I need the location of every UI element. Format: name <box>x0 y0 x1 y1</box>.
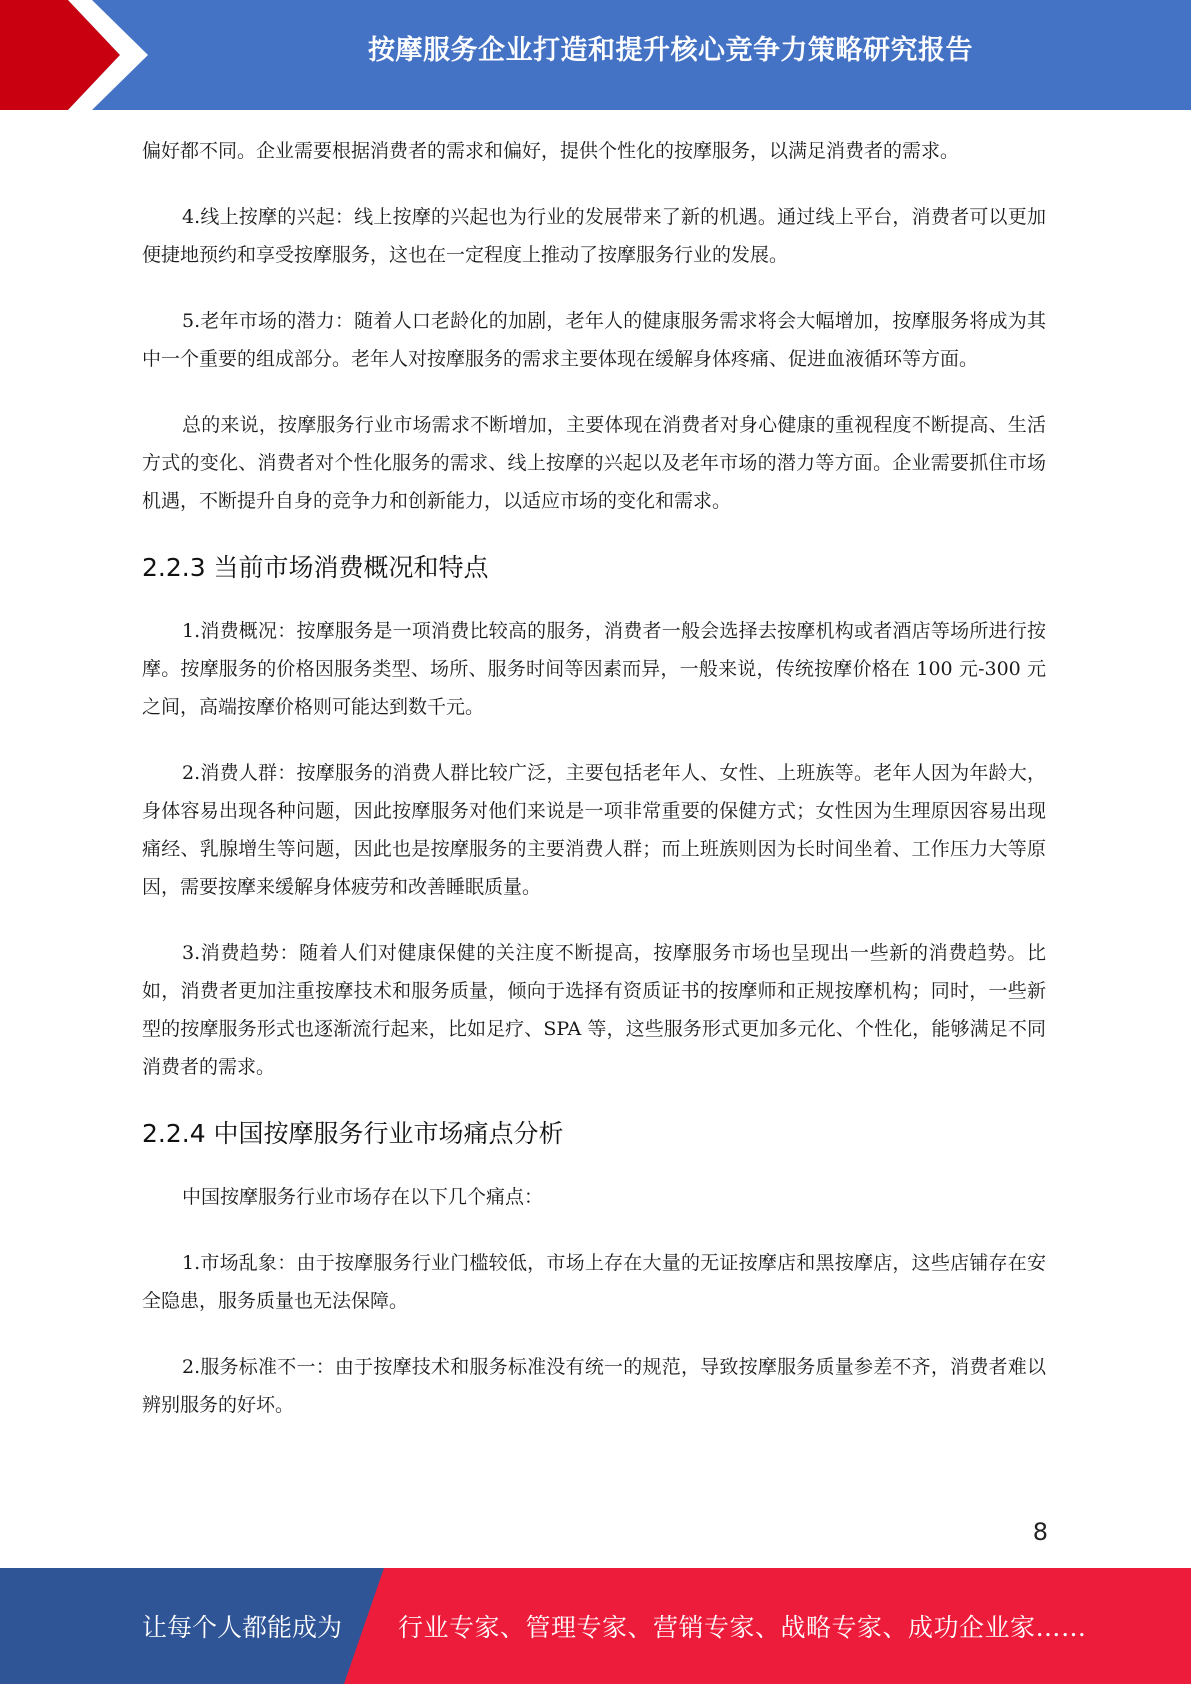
page-number: 8 <box>1032 1518 1048 1546</box>
paragraph: 中国按摩服务行业市场存在以下几个痛点： <box>182 1186 544 1208</box>
footer-slogan-left: 让每个人都能成为 <box>142 1613 343 1642</box>
paragraph: 4.线上按摩的兴起：线上按摩的兴起也为行业的发展带来了新的机遇。通过线上平台，消费者可以更加便捷地预约和享受按摩服务，这也在一定程度上推动了按摩服务行业的发展。 <box>142 206 1046 266</box>
paragraph: 总的来说，按摩服务行业市场需求不断增加，主要体现在消费者对身心健康的重视程度不断提高、生活方式的变化、消费者对个性化服务的需求、线上按摩的兴起以及老年市场的潜力等方面。企业需要抓住市场机遇，不断提升自身的竞争力和创新能力，以适应市场的变化和需求。 <box>142 414 1046 512</box>
paragraph: 2.消费人群：按摩服务的消费人群比较广泛，主要包括老年人、女性、上班族等。老年人因为年龄大，身体容易出现各种问题，因此按摩服务对他们来说是一项非常重要的保健方式；女性因为生理原因容易出现痛经、乳腺增生等问题，因此也是按摩服务的主要消费人群；而上班族则因为长时间坐着、工作压力大等原因，需要按摩来缓解身体疲劳和改善睡眠质量。 <box>142 762 1046 898</box>
page-header <box>0 0 1191 110</box>
paragraph: 1.市场乱象：由于按摩服务行业门槛较低，市场上存在大量的无证按摩店和黑按摩店，这些店铺存在安全隐患，服务质量也无法保障。 <box>142 1252 1046 1312</box>
paragraph: 偏好都不同。企业需要根据消费者的需求和偏好，提供个性化的按摩服务，以满足消费者的需求。 <box>142 140 960 162</box>
page-content <box>142 132 1046 1452</box>
section-heading: 2.2.3 当前市场消费概况和特点 <box>142 553 489 582</box>
paragraph: 1.消费概况：按摩服务是一项消费比较高的服务，消费者一般会选择去按摩机构或者酒店等场所进行按摩。按摩服务的价格因服务类型、场所、服务时间等因素而异，一般来说，传统按摩价格在 100 元-300 元之间，高端按摩价格则可能达到数千元。 <box>142 620 1046 718</box>
footer-slogan-right: 行业专家、管理专家、营销专家、战略专家、成功企业家…… <box>398 1613 1087 1642</box>
page-footer <box>0 1568 1191 1684</box>
paragraph: 2.服务标准不一：由于按摩技术和服务标准没有统一的规范，导致按摩服务质量参差不齐，消费者难以辨别服务的好坏。 <box>142 1356 1046 1416</box>
paragraph: 3.消费趋势：随着人们对健康保健的关注度不断提高，按摩服务市场也呈现出一些新的消费趋势。比如，消费者更加注重按摩技术和服务质量，倾向于选择有资质证书的按摩师和正规按摩机构；同时，一些新型的按摩服务形式也逐渐流行起来，比如足疗、SPA 等，这些服务形式更加多元化、个性化，能够满足不同消费者的需求。 <box>142 942 1046 1078</box>
paragraph: 5.老年市场的潜力：随着人口老龄化的加剧，老年人的健康服务需求将会大幅增加，按摩服务将成为其中一个重要的组成部分。老年人对按摩服务的需求主要体现在缓解身体疼痛、促进血液循环等方面。 <box>142 310 1046 370</box>
header-arrow-decoration <box>0 0 160 110</box>
section-heading: 2.2.4 中国按摩服务行业市场痛点分析 <box>142 1119 564 1148</box>
report-title: 按摩服务企业打造和提升核心竞争力策略研究报告 <box>368 35 973 66</box>
